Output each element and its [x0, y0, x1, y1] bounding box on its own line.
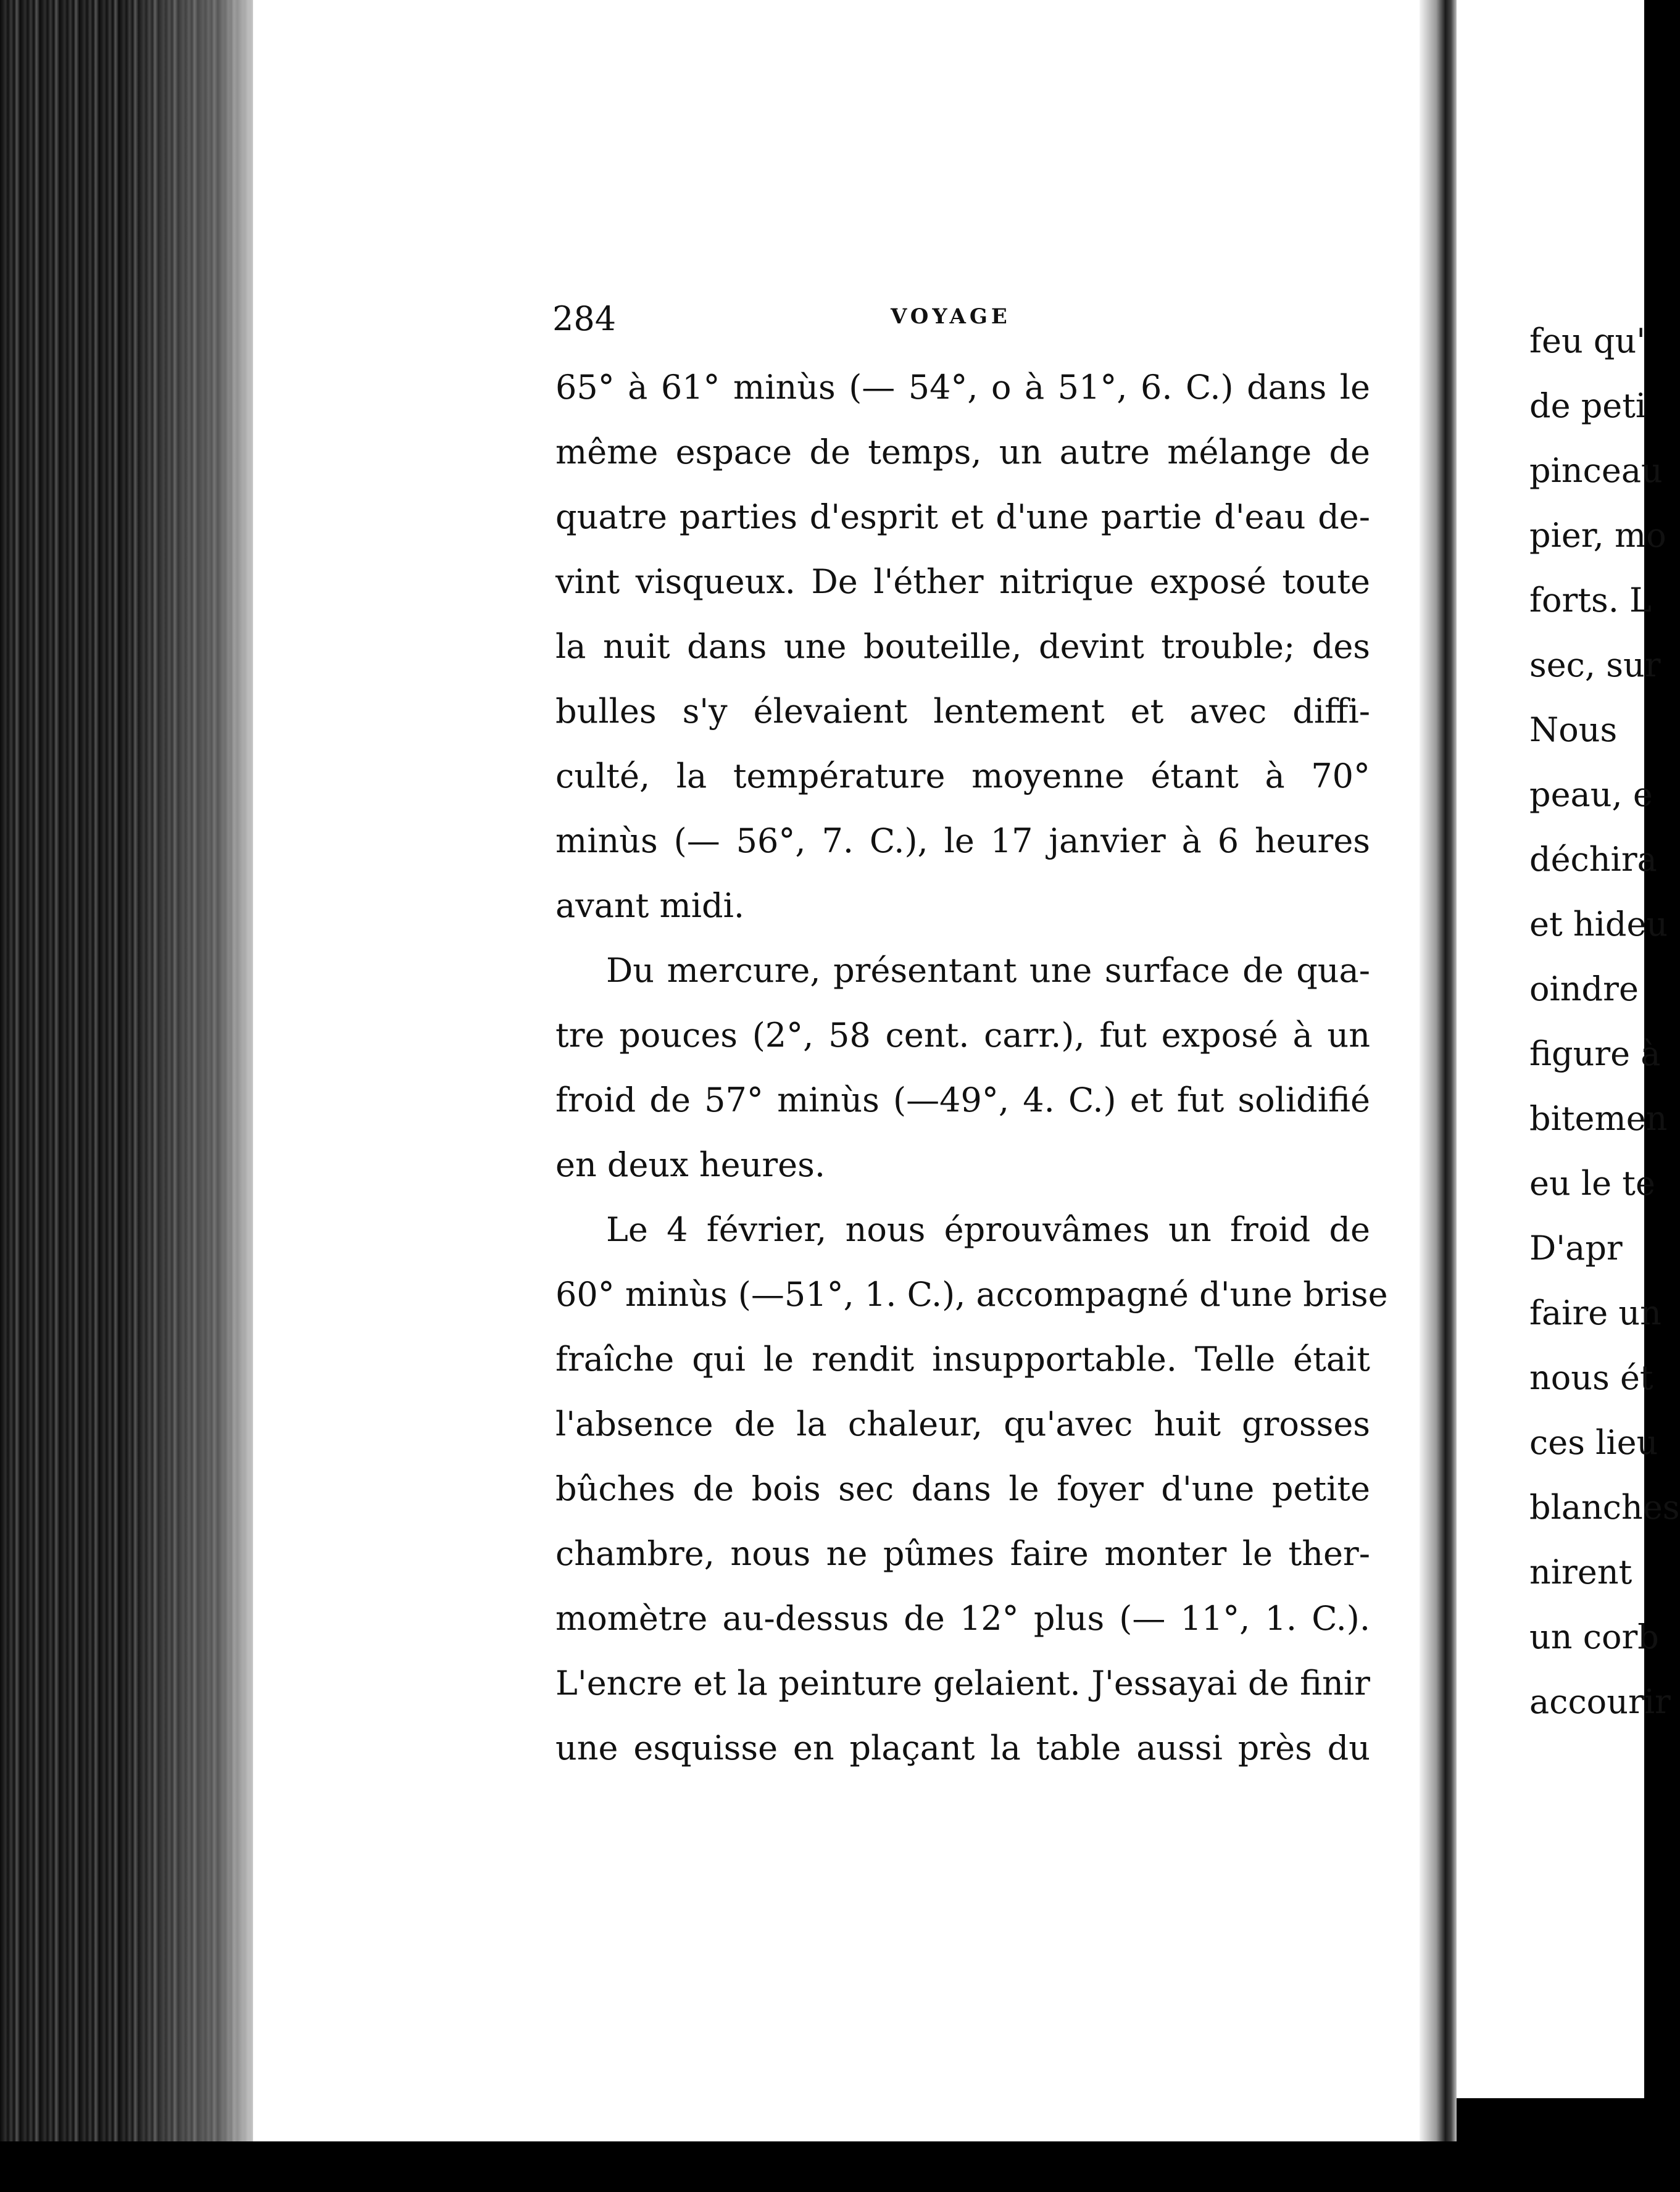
scan-border [0, 2141, 1644, 2192]
facing-text-line: de peti [1529, 386, 1647, 425]
text-line: 65° à 61° minùs (— 54°, o à 51°, 6. C.) dans le [555, 368, 1370, 407]
page-edge-shading [123, 0, 259, 2192]
facing-text-line: D'apr [1529, 1229, 1623, 1268]
text-line: minùs (— 56°, 7. C.), le 17 janvier à 6 heures [555, 821, 1370, 860]
facing-text-line: et hideu [1529, 905, 1668, 944]
running-title: VOYAGE [891, 304, 1011, 329]
facing-text-line: pier, mo [1529, 516, 1666, 555]
book-gutter [1420, 0, 1457, 2141]
text-line: en deux heures. [555, 1145, 825, 1184]
text-line: culté, la température moyenne étant à 70° [555, 757, 1370, 795]
facing-text-line: ces lieu [1529, 1423, 1658, 1462]
text-line: la nuit dans une bouteille, devint trouble; des [555, 627, 1370, 666]
text-line: avant midi. [555, 886, 745, 925]
facing-text-line: bitemen [1529, 1099, 1668, 1138]
facing-text-line: peau, e [1529, 775, 1653, 814]
text-line: Le 4 février, nous éprouvâmes un froid de [606, 1210, 1370, 1249]
text-line: Du mercure, présentant une surface de qua- [606, 951, 1370, 990]
text-line: une esquisse en plaçant la table aussi près du [555, 1729, 1370, 1767]
text-line: tre pouces (2°, 58 cent. carr.), fut exposé à un [555, 1016, 1370, 1055]
facing-text-line: feu qu' [1529, 322, 1646, 360]
text-line: vint visqueux. De l'éther nitrique exposé toute [555, 562, 1370, 601]
text-line: même espace de temps, un autre mélange de [555, 433, 1370, 471]
facing-text-line: Nous [1529, 710, 1618, 749]
text-line: fraîche qui le rendit insupportable. Telle était [555, 1340, 1370, 1379]
body-text [555, 355, 1388, 1780]
page-number: 284 [552, 299, 617, 338]
facing-text-line: accourir [1529, 1682, 1671, 1721]
text-line: quatre parties d'esprit et d'une partie d'eau de- [555, 497, 1370, 536]
facing-text-line: un corb [1529, 1617, 1659, 1656]
facing-text-line: nirent [1529, 1553, 1632, 1592]
facing-page-text [1529, 309, 1680, 1734]
text-line: momètre au-dessus de 12° plus (— 11°, 1. C.). [555, 1599, 1370, 1638]
text-line: l'absence de la chaleur, qu'avec huit grosses [555, 1405, 1370, 1443]
facing-text-line: déchira [1529, 840, 1657, 879]
text-line: chambre, nous ne pûmes faire monter le ther- [555, 1534, 1370, 1573]
running-head [552, 299, 1367, 342]
text-line: bulles s'y élevaient lentement et avec diffi- [555, 692, 1370, 731]
text-line: L'encre et la peinture gelaient. J'essayai de finir [555, 1664, 1370, 1703]
text-line: bûches de bois sec dans le foyer d'une petite [555, 1469, 1370, 1508]
facing-text-line: pinceau [1529, 451, 1663, 490]
facing-text-line: faire un [1529, 1293, 1661, 1332]
facing-text-line: figure à [1529, 1034, 1661, 1073]
text-line: 60° minùs (—51°, 1. C.), accompagné d'une brise [555, 1275, 1388, 1314]
facing-text-line: eu le te [1529, 1164, 1655, 1203]
facing-text-line: nous ét [1529, 1358, 1653, 1397]
facing-text-line: oindre [1529, 969, 1639, 1008]
text-line: froid de 57° minùs (—49°, 4. C.) et fut solidifié [555, 1081, 1370, 1119]
facing-text-line: blanches [1529, 1488, 1680, 1527]
facing-text-line: sec, sur [1529, 646, 1661, 684]
facing-text-line: forts. L [1529, 581, 1652, 620]
